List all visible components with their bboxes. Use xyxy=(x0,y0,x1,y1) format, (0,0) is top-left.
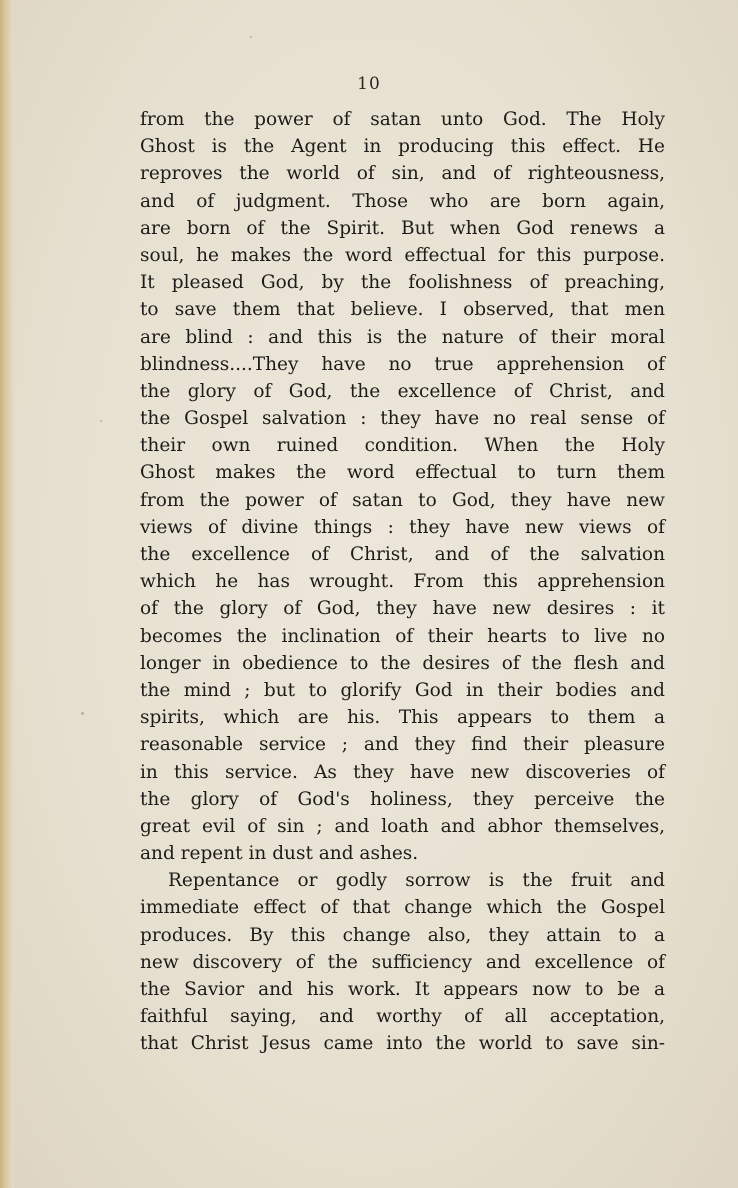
text-line: are blind : and this is the nature of their moral xyxy=(140,326,665,348)
text-line: reproves the world of sin, and of righteousness, xyxy=(140,163,665,185)
text-line: are born of the Spirit. But when God renews a xyxy=(140,217,665,239)
body-text xyxy=(140,106,665,1058)
text-line: longer in obedience to the desires of the flesh and xyxy=(140,652,665,674)
text-line: produces. By this change also, they attain to a xyxy=(140,924,665,946)
text-line: Ghost is the Agent in producing this effect. He xyxy=(140,136,665,158)
text-line: from the power of satan unto God. The Holy xyxy=(140,109,665,130)
text-line: views of divine things : they have new views of xyxy=(140,516,665,538)
text-line: their own ruined condition. When the Holy xyxy=(140,435,665,457)
text-line: from the power of satan to God, they have new xyxy=(140,489,665,511)
text-line: immediate effect of that change which the Gospel xyxy=(140,897,665,919)
text-line: spirits, which are his. This appears to them a xyxy=(140,707,665,729)
paper-speck xyxy=(81,712,84,715)
text-line: in this service. As they have new discoveries of xyxy=(140,761,665,783)
text-line: the mind ; but to glorify God in their bodies and xyxy=(140,679,665,701)
page-number: 10 xyxy=(357,74,381,94)
paragraph-end-line: and repent in dust and ashes. xyxy=(140,843,419,865)
text-line: the glory of God, the excellence of Christ, and xyxy=(140,380,665,402)
text-line: great evil of sin ; and loath and abhor themselves, xyxy=(140,815,665,837)
text-line: the Savior and his work. It appears now to be a xyxy=(140,979,665,1000)
text-line: Ghost makes the word effectual to turn them xyxy=(140,462,665,484)
binding-edge xyxy=(0,0,14,1188)
text-line: faithful saying, and worthy of all acceptation, xyxy=(140,1006,665,1028)
text-line: becomes the inclination of their hearts to live no xyxy=(140,625,665,647)
text-line: the excellence of Christ, and of the salvation xyxy=(140,544,665,565)
text-line: of the glory of God, they have new desires : it xyxy=(140,598,665,620)
text-line: reasonable service ; and they find their pleasure xyxy=(140,734,665,756)
text-line: the Gospel salvation : they have no real sense of xyxy=(140,408,665,430)
text-line: blindness....They have no true apprehension of xyxy=(140,353,665,375)
paper-speck xyxy=(100,420,102,422)
text-line: the glory of God's holiness, they perceive the xyxy=(140,788,665,810)
text-line: to save them that believe. I observed, that men xyxy=(140,299,665,321)
text-line: soul, he makes the word effectual for this purpose. xyxy=(140,244,665,266)
text-line: which he has wrought. From this apprehension xyxy=(140,571,665,593)
paragraph-start-line: Repentance or godly sorrow is the fruit and xyxy=(168,870,665,892)
text-line: It pleased God, by the foolishness of preaching, xyxy=(140,272,665,294)
paper-speck xyxy=(250,36,252,38)
text-line: and of judgment. Those who are born again, xyxy=(140,190,665,212)
text-line: that Christ Jesus came into the world to save sin- xyxy=(140,1033,665,1055)
text-line: new discovery of the sufficiency and excellence of xyxy=(140,951,665,973)
